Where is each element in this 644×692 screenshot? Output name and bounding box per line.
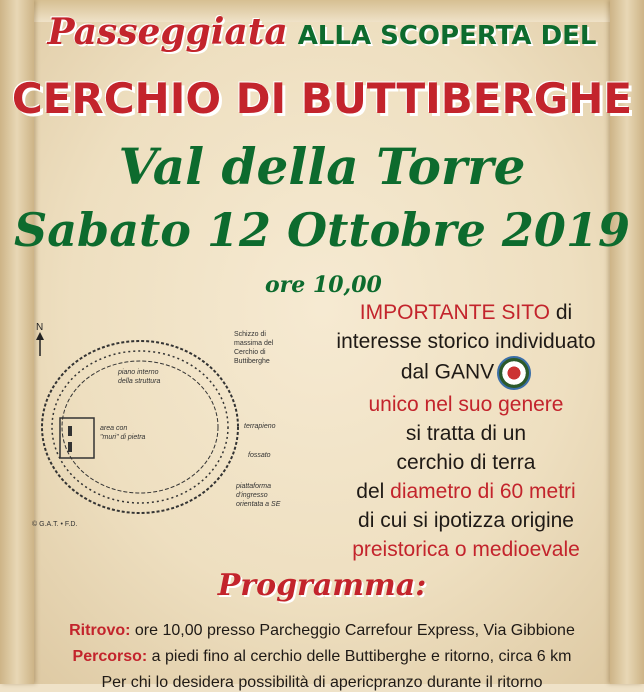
piano-label-2: della struttura — [118, 378, 161, 385]
place-name: Val della Torre — [118, 137, 526, 196]
event-date: Sabato 12 Ottobre 2019 — [14, 203, 630, 257]
site-sketch-map — [30, 322, 300, 530]
title-line-1 — [0, 10, 644, 58]
desc-highlight-1: IMPORTANTE SITO — [359, 301, 550, 324]
north-label: N — [36, 322, 44, 333]
percorso-line: Percorso: a piedi fino al cerchio delle Buttiberghe e ritorno, circa 6 km — [72, 648, 572, 665]
event-time: ore 10,00 — [265, 272, 382, 298]
piano-label-1: piano interno — [118, 369, 159, 376]
legend-line-4: Buttiberghe — [234, 358, 270, 365]
main-title: CERCHIO DI BUTTIBERGHE — [11, 74, 633, 123]
title-caps-words: ALLA SCOPERTA DEL — [297, 21, 597, 51]
area-label-2: "muri" di pietra — [100, 434, 146, 441]
site-description: IMPORTANTE SITO di interesse storico individuato dal GANV unico nel suo genere si tratta di un cerchio di terra del diametro di 60 metri di cui si ipotizza origine preistorica o medioevale — [336, 301, 596, 561]
terrapieno-label: terrapieno — [244, 423, 276, 430]
legend-line-1: Schizzo di — [234, 331, 266, 338]
legend-line-3: Cerchio di — [234, 349, 266, 356]
title-script-word: Passeggiata — [47, 11, 288, 53]
area-label-1: area con — [100, 425, 128, 432]
extra-line: Per chi lo desidera possibilità di apericpranzo durante il ritorno — [101, 674, 543, 691]
map-credit: © G.A.T. • F.D. — [32, 521, 78, 528]
legend-line-2: massima del — [234, 340, 274, 347]
piattaforma-label-3: orientata a SE — [236, 501, 281, 508]
piattaforma-label-2: d'ingresso — [236, 492, 268, 499]
ritrovo-line: Ritrovo: ore 10,00 presso Parcheggio Carrefour Express, Via Gibbione — [69, 622, 575, 639]
programma-heading: Programma: — [217, 568, 427, 603]
piattaforma-label-1: piattaforma — [236, 483, 272, 490]
ganv-logo-icon — [497, 356, 531, 390]
north-arrow-icon — [36, 332, 44, 356]
fossato-label: fossato — [248, 452, 271, 459]
